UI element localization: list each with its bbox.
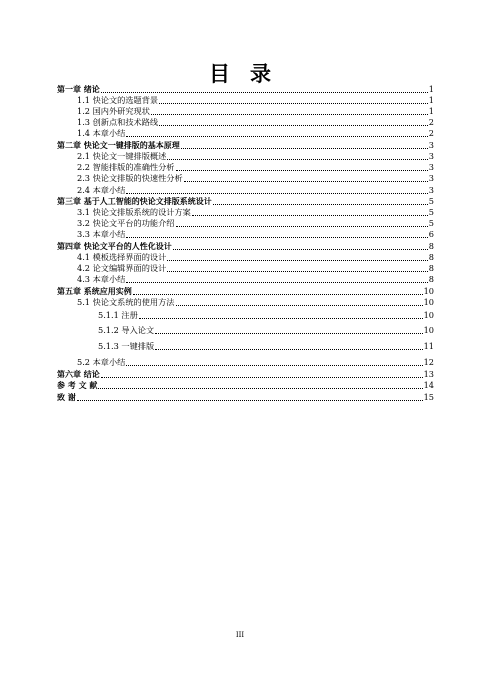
toc-entry-label: 第六章 结论	[57, 370, 100, 379]
toc-entry[interactable]	[57, 241, 434, 252]
toc-entry-page: 5	[428, 196, 434, 206]
toc-entry-page: 3	[428, 162, 434, 172]
dot-leader	[159, 125, 428, 126]
toc-entry-page: 8	[428, 252, 434, 262]
toc-entry[interactable]	[57, 185, 434, 196]
dot-leader	[167, 271, 427, 272]
toc-entry-page: 3	[428, 185, 434, 195]
toc-entry[interactable]	[57, 218, 434, 229]
dot-leader	[126, 136, 427, 137]
toc-entry-page: 3	[428, 140, 434, 150]
dot-leader	[126, 282, 427, 283]
toc-entry-page: 15	[423, 392, 434, 402]
toc-entry[interactable]	[57, 380, 434, 391]
toc-entry-label: 2.1 快论文一键排版概述	[77, 151, 167, 161]
toc-entry-label: 第四章 快论文平台的人性化设计	[57, 242, 172, 251]
toc-entry[interactable]	[57, 207, 434, 218]
toc-entry[interactable]	[57, 286, 434, 297]
toc-entry-page: 10	[423, 286, 434, 296]
toc-entry-page: 5	[428, 207, 434, 217]
dot-leader	[155, 333, 422, 334]
dot-leader	[176, 170, 428, 171]
toc-entry-label: 第二章 快论文一键排版的基本原理	[57, 141, 180, 150]
toc-entry-label: 1.2 国内外研究现状	[77, 106, 150, 116]
dot-leader	[98, 388, 422, 389]
toc-entry-label: 第一章 绪论	[57, 85, 100, 94]
toc-entry-page: 3	[428, 151, 434, 161]
dot-leader	[181, 148, 428, 149]
toc-entry-page: 8	[428, 241, 434, 251]
toc-entry-page: 6	[428, 229, 434, 239]
dot-leader	[213, 204, 428, 205]
toc-title-char-1: 目	[209, 62, 230, 86]
dot-leader	[176, 226, 428, 227]
toc-entry-label: 2.4 本章小结	[77, 185, 126, 195]
toc-entry-label: 2.2 智能排版的准确性分析	[77, 162, 175, 172]
dot-leader	[192, 215, 428, 216]
toc-entry-label: 4.1 模板选择界面的设计	[77, 252, 167, 262]
dot-leader	[155, 349, 422, 350]
toc-entry-label: 3.3 本章小结	[77, 229, 126, 239]
toc-entry-label: 第五章 系统应用实例	[57, 287, 132, 296]
toc-entry-page: 11	[423, 341, 434, 351]
dot-leader	[126, 237, 427, 238]
toc-entry-label: 1.1 快论文的选题背景	[77, 95, 159, 105]
toc-entry-page: 13	[423, 369, 434, 379]
toc-entry[interactable]	[57, 357, 434, 368]
toc-entry-page: 8	[428, 263, 434, 273]
toc-entry-label: 5.2 本章小结	[77, 357, 126, 367]
dot-leader	[101, 92, 428, 93]
toc-entry-page: 10	[423, 297, 434, 307]
dot-leader	[159, 103, 428, 104]
toc-entry-label: 3.2 快论文平台的功能介绍	[77, 218, 175, 228]
toc-entry-label: 1.4 本章小结	[77, 128, 126, 138]
toc-entry[interactable]	[57, 140, 434, 151]
dot-leader	[173, 249, 428, 250]
toc-entry-label: 致 谢	[57, 393, 76, 402]
toc-entry[interactable]	[57, 310, 434, 321]
toc-entry-page: 1	[428, 95, 434, 105]
toc-entry[interactable]	[57, 196, 434, 207]
toc-entry[interactable]	[57, 392, 434, 403]
toc-entry-label: 4.3 本章小结	[77, 274, 126, 284]
toc-entry-label: 2.3 快论文排版的快速性分析	[77, 173, 183, 183]
toc-entry-page: 2	[428, 117, 434, 127]
dot-leader	[126, 365, 422, 366]
dot-leader	[167, 260, 427, 261]
dot-leader	[139, 318, 423, 319]
toc-entry-page: 1	[428, 106, 434, 116]
dot-leader	[133, 294, 423, 295]
dot-leader	[126, 193, 427, 194]
toc-entry-label: 第三章 基于人工智能的快论文排版系统设计	[57, 197, 212, 206]
toc-entry-label: 4.2 论文编辑界面的设计	[77, 263, 167, 273]
toc-entry-page: 8	[428, 274, 434, 284]
dot-leader	[101, 377, 423, 378]
toc-entry-page: 10	[423, 310, 434, 320]
toc-entry-page: 10	[423, 325, 434, 335]
toc-entry[interactable]	[57, 325, 434, 336]
toc-entry-label: 5.1.1 注册	[98, 310, 138, 320]
toc-entry-page: 2	[428, 128, 434, 138]
toc-entry[interactable]	[57, 162, 434, 173]
toc-entry[interactable]	[57, 252, 434, 263]
toc-entry[interactable]	[57, 84, 434, 95]
toc-entry[interactable]	[57, 341, 434, 352]
toc-entry[interactable]	[57, 106, 434, 117]
toc-entry-page: 12	[423, 357, 434, 367]
toc-entry[interactable]	[57, 95, 434, 106]
dot-leader	[176, 305, 423, 306]
dot-leader	[184, 181, 428, 182]
toc-entry-page: 1	[428, 84, 434, 94]
toc-entry[interactable]	[57, 117, 434, 128]
toc-entry[interactable]	[57, 173, 434, 184]
toc-entry[interactable]	[57, 297, 434, 308]
dot-leader	[167, 159, 427, 160]
toc-entry-label: 5.1 快论文系统的使用方法	[77, 297, 175, 307]
toc-entry-page: 3	[428, 173, 434, 183]
toc-entry-page: 14	[423, 380, 434, 390]
toc-entry-label: 参 考 文 献	[57, 381, 98, 390]
toc-entry-label: 1.3 创新点和技术路线	[77, 117, 159, 127]
toc-entry[interactable]	[57, 369, 434, 380]
toc-entry-label: 5.1.3 一键排版	[98, 341, 155, 351]
dot-leader	[151, 114, 428, 115]
dot-leader	[77, 400, 423, 401]
toc-entry[interactable]	[57, 229, 434, 240]
toc-entry[interactable]	[57, 263, 434, 274]
toc-title-char-2: 录	[250, 62, 271, 86]
page-number: III	[235, 631, 245, 639]
toc-entry-label: 3.1 快论文排版系统的设计方案	[77, 207, 191, 217]
toc-entry[interactable]	[57, 274, 434, 285]
toc-entry[interactable]	[57, 128, 434, 139]
toc-entry-page: 5	[428, 218, 434, 228]
toc-entry[interactable]	[57, 151, 434, 162]
toc-entry-label: 5.1.2 导入论文	[98, 325, 155, 335]
